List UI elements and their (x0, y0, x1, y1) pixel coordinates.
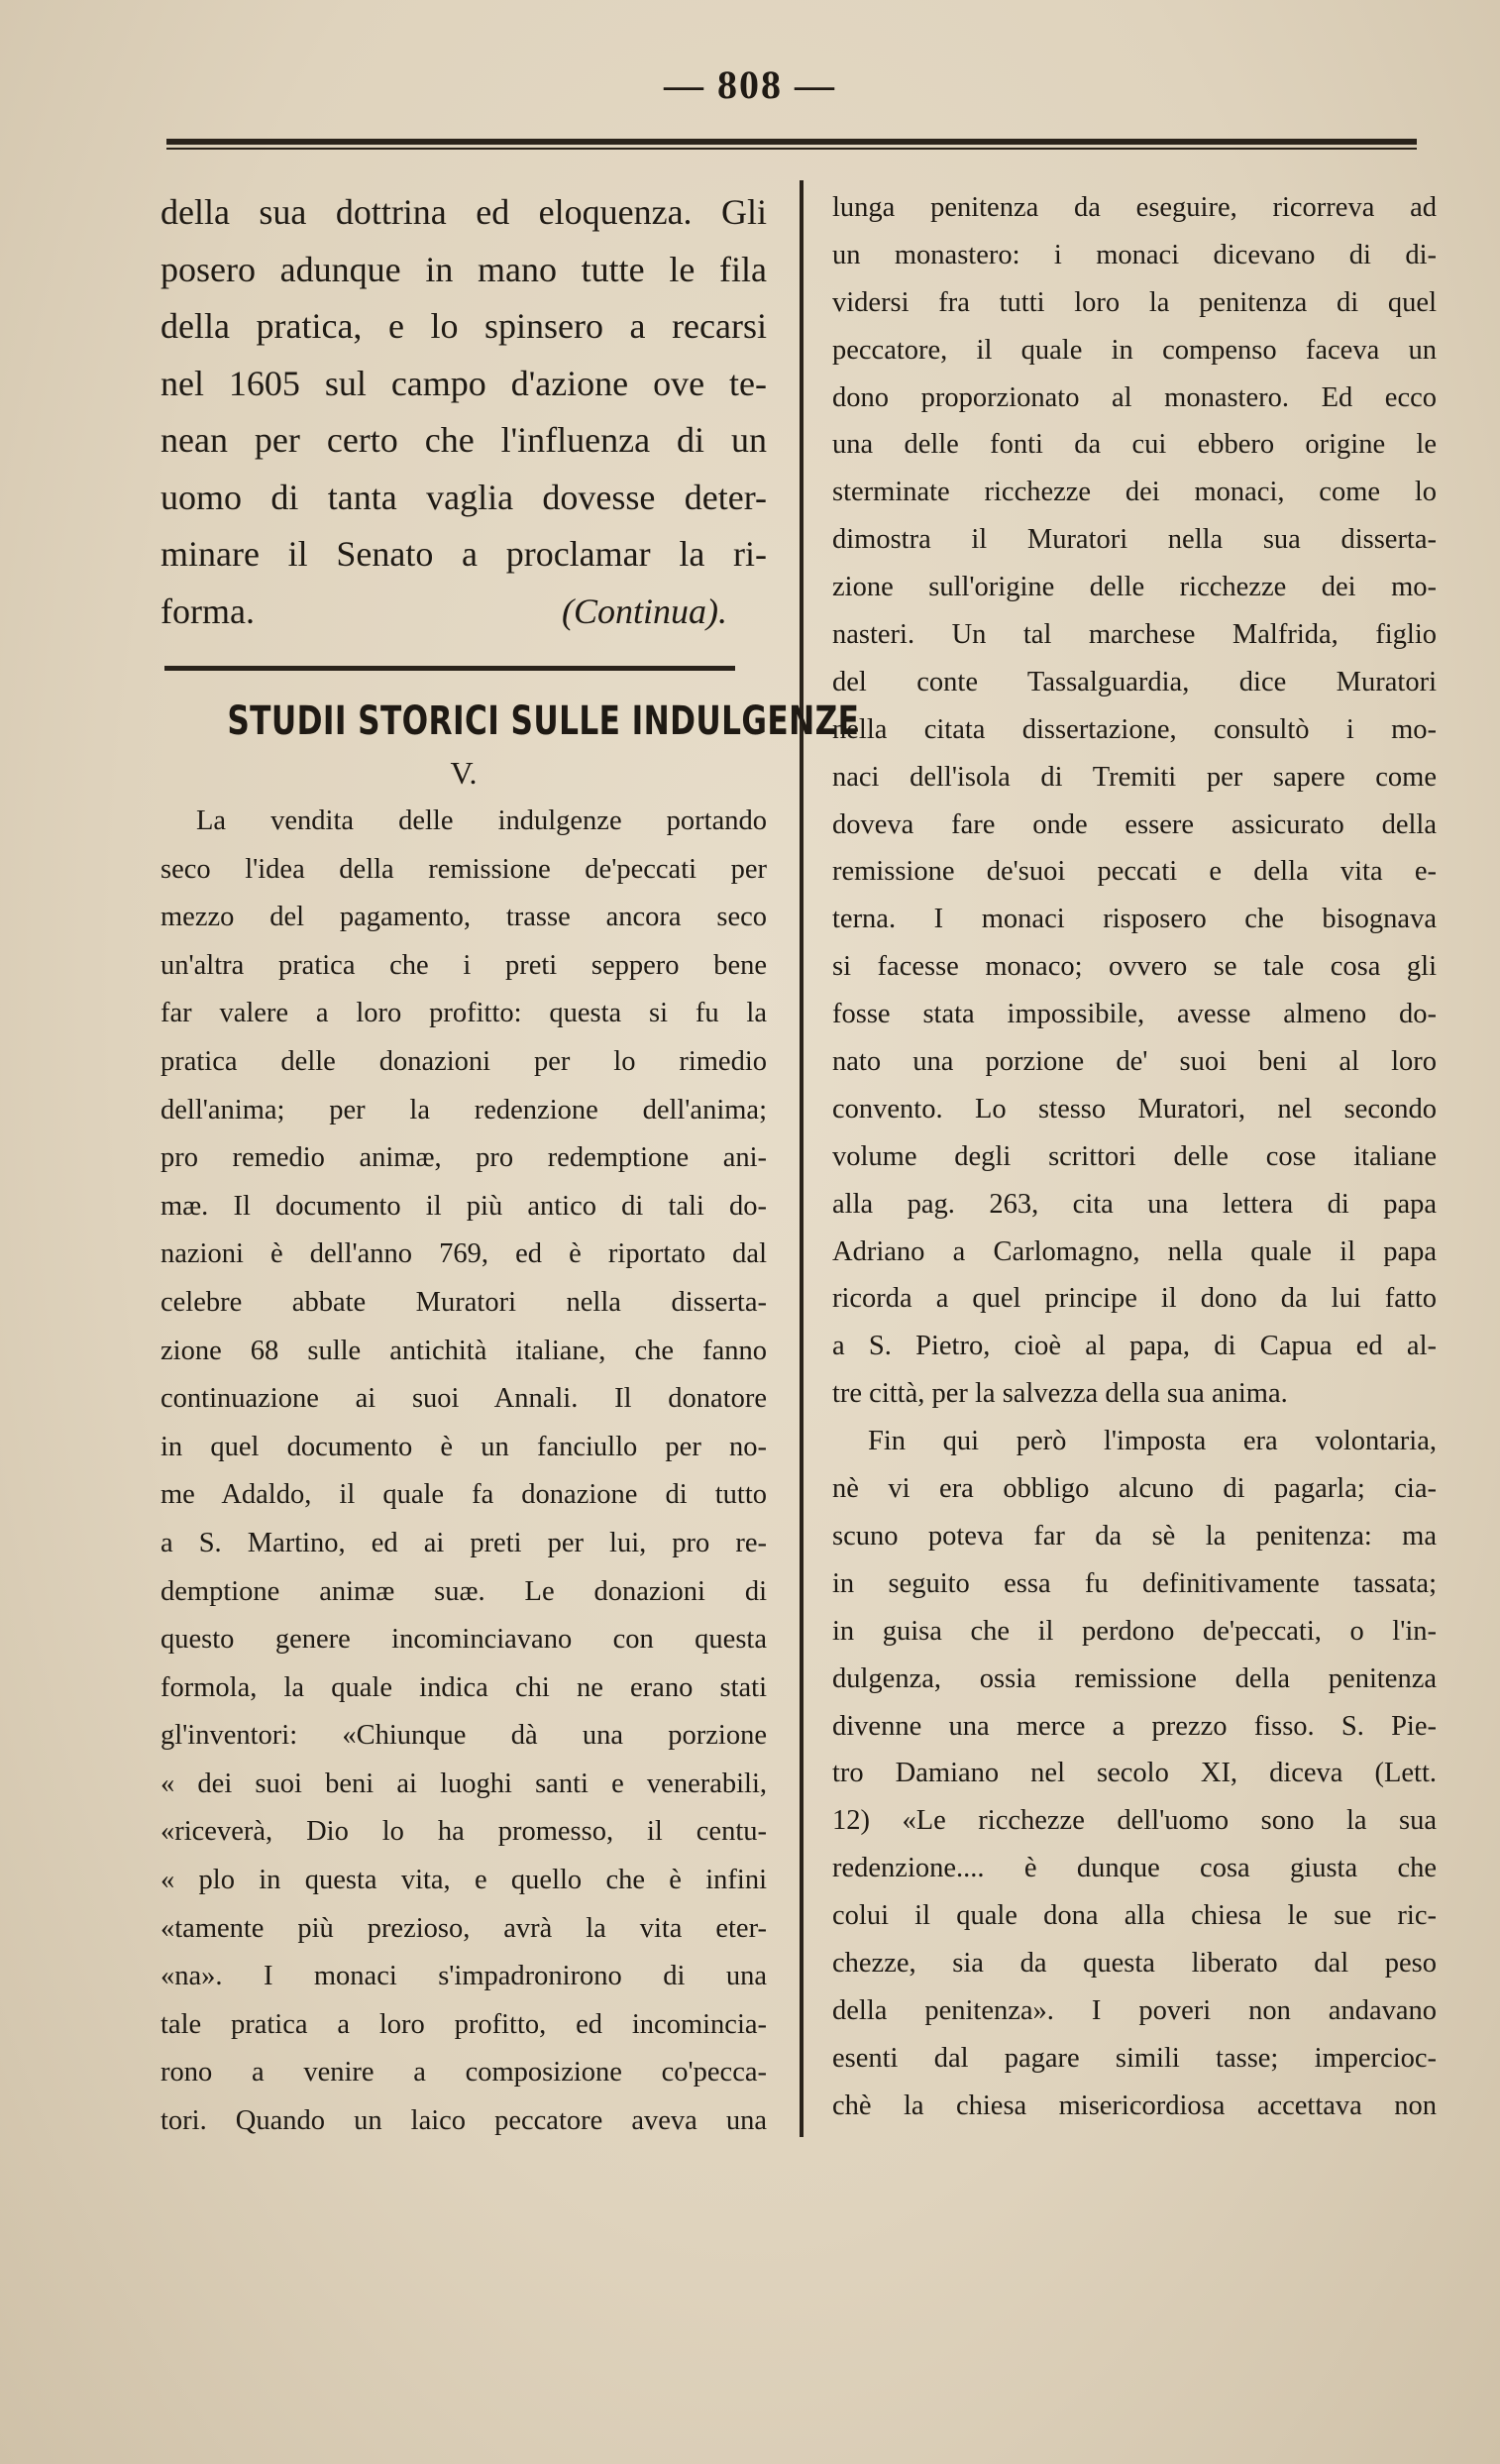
text-line: «na». I monaci s'impadronirono di una (161, 1961, 767, 1992)
text-line: peccatore, il quale in compenso faceva un (832, 334, 1437, 366)
left-column (161, 184, 860, 2146)
text-line: tori. Quando un laico peccatore aveva una (161, 2105, 767, 2137)
text-line: vidersi fra tutti loro la penitenza di quel (832, 286, 1437, 318)
text-line: della sua dottrina ed eloquenza. Gli (161, 192, 767, 232)
text-line: pratica delle donazioni per lo rimedio (161, 1045, 767, 1077)
text-line: terna. I monaci risposero che bisognava (832, 904, 1437, 935)
text-line: zione sull'origine delle ricchezze dei mo- (832, 572, 1437, 603)
text-line: chezze, sia da questa liberato dal peso (832, 1947, 1437, 1979)
right-column (832, 184, 1437, 2130)
text-line: nean per certo che l'influenza di un (161, 420, 767, 460)
text-line: gl'inventori: «Chiunque dà una porzione (161, 1720, 767, 1752)
text-line: divenne una merce a prezzo fisso. S. Pie- (832, 1710, 1437, 1742)
text-line: del conte Tassalguardia, dice Muratori (832, 666, 1437, 697)
text-line: una delle fonti da cui ebbero origine le (832, 429, 1437, 461)
text-line: La vendita delle indulgenze portando (196, 805, 767, 836)
text-line: questo genere incominciavano con questa (161, 1624, 767, 1656)
text-line-last (161, 584, 767, 641)
text-line: della penitenza». I poveri non andavano (832, 1994, 1437, 2026)
text-line: ricorda a quel principe il dono da lui fatto (832, 1283, 1437, 1315)
text-line: in seguito essa fu definitivamente tassata; (832, 1567, 1437, 1599)
text-line: nazioni è dell'anno 769, ed è riportato dal (161, 1238, 767, 1270)
text-line: nè vi era obbligo alcuno di pagarla; cia- (832, 1473, 1437, 1505)
text-line: scuno poteva far da sè la penitenza: ma (832, 1520, 1437, 1552)
text-line: sterminate ricchezze dei monaci, come lo (832, 477, 1437, 508)
text-line: colui il quale dona alla chiesa le sue ric- (832, 1900, 1437, 1932)
text-line: far valere a loro profitto: questa si fu la (161, 998, 767, 1029)
text-line: un monastero: i monaci dicevano di di- (832, 239, 1437, 270)
text-line: 12) «Le ricchezze dell'uomo sono la sua (832, 1805, 1437, 1837)
text-line: lunga penitenza da eseguire, ricorreva ad (832, 192, 1437, 223)
continua-note: (Continua). (562, 590, 727, 631)
text-line-end: forma. (161, 590, 255, 631)
text-line: demptione animæ suæ. Le donazioni di (161, 1575, 767, 1607)
text-line: in quel documento è un fanciullo per no- (161, 1431, 767, 1462)
text-line: tale pratica a loro profitto, ed incomincia- (161, 2008, 767, 2040)
text-line: uomo di tanta vaglia dovesse deter- (161, 477, 767, 517)
text-line: esenti dal pagare simili tasse; impercioc- (832, 2042, 1437, 2074)
text-line: volume degli scrittori delle cose italiane (832, 1140, 1437, 1172)
text-line: in guisa che il perdono de'peccati, o l'in- (832, 1615, 1437, 1647)
text-line: nato una porzione de' suoi beni al loro (832, 1046, 1437, 1078)
text-line: « plo in questa vita, e quello che è infini (161, 1865, 767, 1896)
text-line: redenzione.... è dunque cosa giusta che (832, 1853, 1437, 1884)
text-line: mæ. Il documento il più antico di tali do- (161, 1190, 767, 1222)
text-line: continuazione ai suoi Annali. Il donatore (161, 1383, 767, 1415)
section-title: STUDII STORICI SULLE INDULGENZE (227, 698, 860, 744)
text-line: pro remedio animæ, pro redemptione ani- (161, 1142, 767, 1174)
text-line: doveva fare onde essere assicurato della (832, 808, 1437, 840)
article-continuation (161, 184, 767, 640)
text-line: formola, la quale indica chi ne erano stati (161, 1671, 767, 1703)
text-line: nel 1605 sul campo d'azione ove te- (161, 363, 767, 403)
text-line: alla pag. 263, cita una lettera di papa (832, 1188, 1437, 1220)
header-rule (166, 139, 1417, 145)
text-line: zione 68 sulle antichità italiane, che fanno (161, 1335, 767, 1366)
text-line: mezzo del pagamento, trasse ancora seco (161, 902, 767, 933)
text-line: dell'anima; per la redenzione dell'anima; (161, 1094, 767, 1125)
text-line: minare il Senato a proclamar la ri- (161, 534, 767, 574)
text-line: si facesse monaco; ovvero se tale cosa gli (832, 951, 1437, 983)
text-line: dimostra il Muratori nella sua disserta- (832, 524, 1437, 556)
text-line: naci dell'isola di Tremiti per sapere come (832, 761, 1437, 793)
text-line: fosse stata impossibile, avesse almeno do- (832, 999, 1437, 1030)
text-line: della pratica, e lo spinsero a recarsi (161, 306, 767, 346)
text-line: rono a venire a composizione co'pecca- (161, 2057, 767, 2089)
text-line: tro Damiano nel secolo XI, diceva (Lett. (832, 1758, 1437, 1789)
page-number: — 808 — (664, 62, 836, 107)
text-line: «tamente più prezioso, avrà la vita eter- (161, 1912, 767, 1944)
text-line: a S. Pietro, cioè al papa, di Capua ed al- (832, 1331, 1437, 1362)
text-line: convento. Lo stesso Muratori, nel secondo (832, 1093, 1437, 1125)
text-line: «riceverà, Dio lo ha promesso, il centu- (161, 1816, 767, 1848)
text-line: remissione de'suoi peccati e della vita e- (832, 856, 1437, 888)
text-line: a S. Martino, ed ai preti per lui, pro re- (161, 1527, 767, 1558)
column-divider (800, 180, 804, 2137)
text-line: posero adunque in mano tutte le fila (161, 249, 767, 289)
text-line: Fin qui però l'imposta era volontaria, (868, 1426, 1437, 1457)
text-line: nasteri. Un tal marchese Malfrida, figlio (832, 619, 1437, 651)
text-line: me Adaldo, il quale fa donazione di tutto (161, 1479, 767, 1511)
text-line: un'altra pratica che i preti seppero bene (161, 949, 767, 981)
text-line: celebre abbate Muratori nella disserta- (161, 1286, 767, 1318)
section-number: V. (450, 755, 478, 791)
text-line: « dei suoi beni ai luoghi santi e venerabili, (161, 1768, 767, 1799)
article-body (161, 798, 767, 2146)
text-line: chè la chiesa misericordiosa accettava non (832, 2089, 1437, 2121)
section-separator (164, 666, 735, 671)
text-line: seco l'idea della remissione de'peccati per (161, 853, 767, 885)
text-line: dulgenza, ossia remissione della penitenza (832, 1662, 1437, 1694)
text-line: Adriano a Carlomagno, nella quale il papa (832, 1235, 1437, 1267)
text-line: nella citata dissertazione, consultò i mo- (832, 713, 1437, 745)
text-line: tre città, per la salvezza della sua anima. (832, 1378, 1288, 1410)
text-line: dono proporzionato al monastero. Ed ecco (832, 381, 1437, 413)
